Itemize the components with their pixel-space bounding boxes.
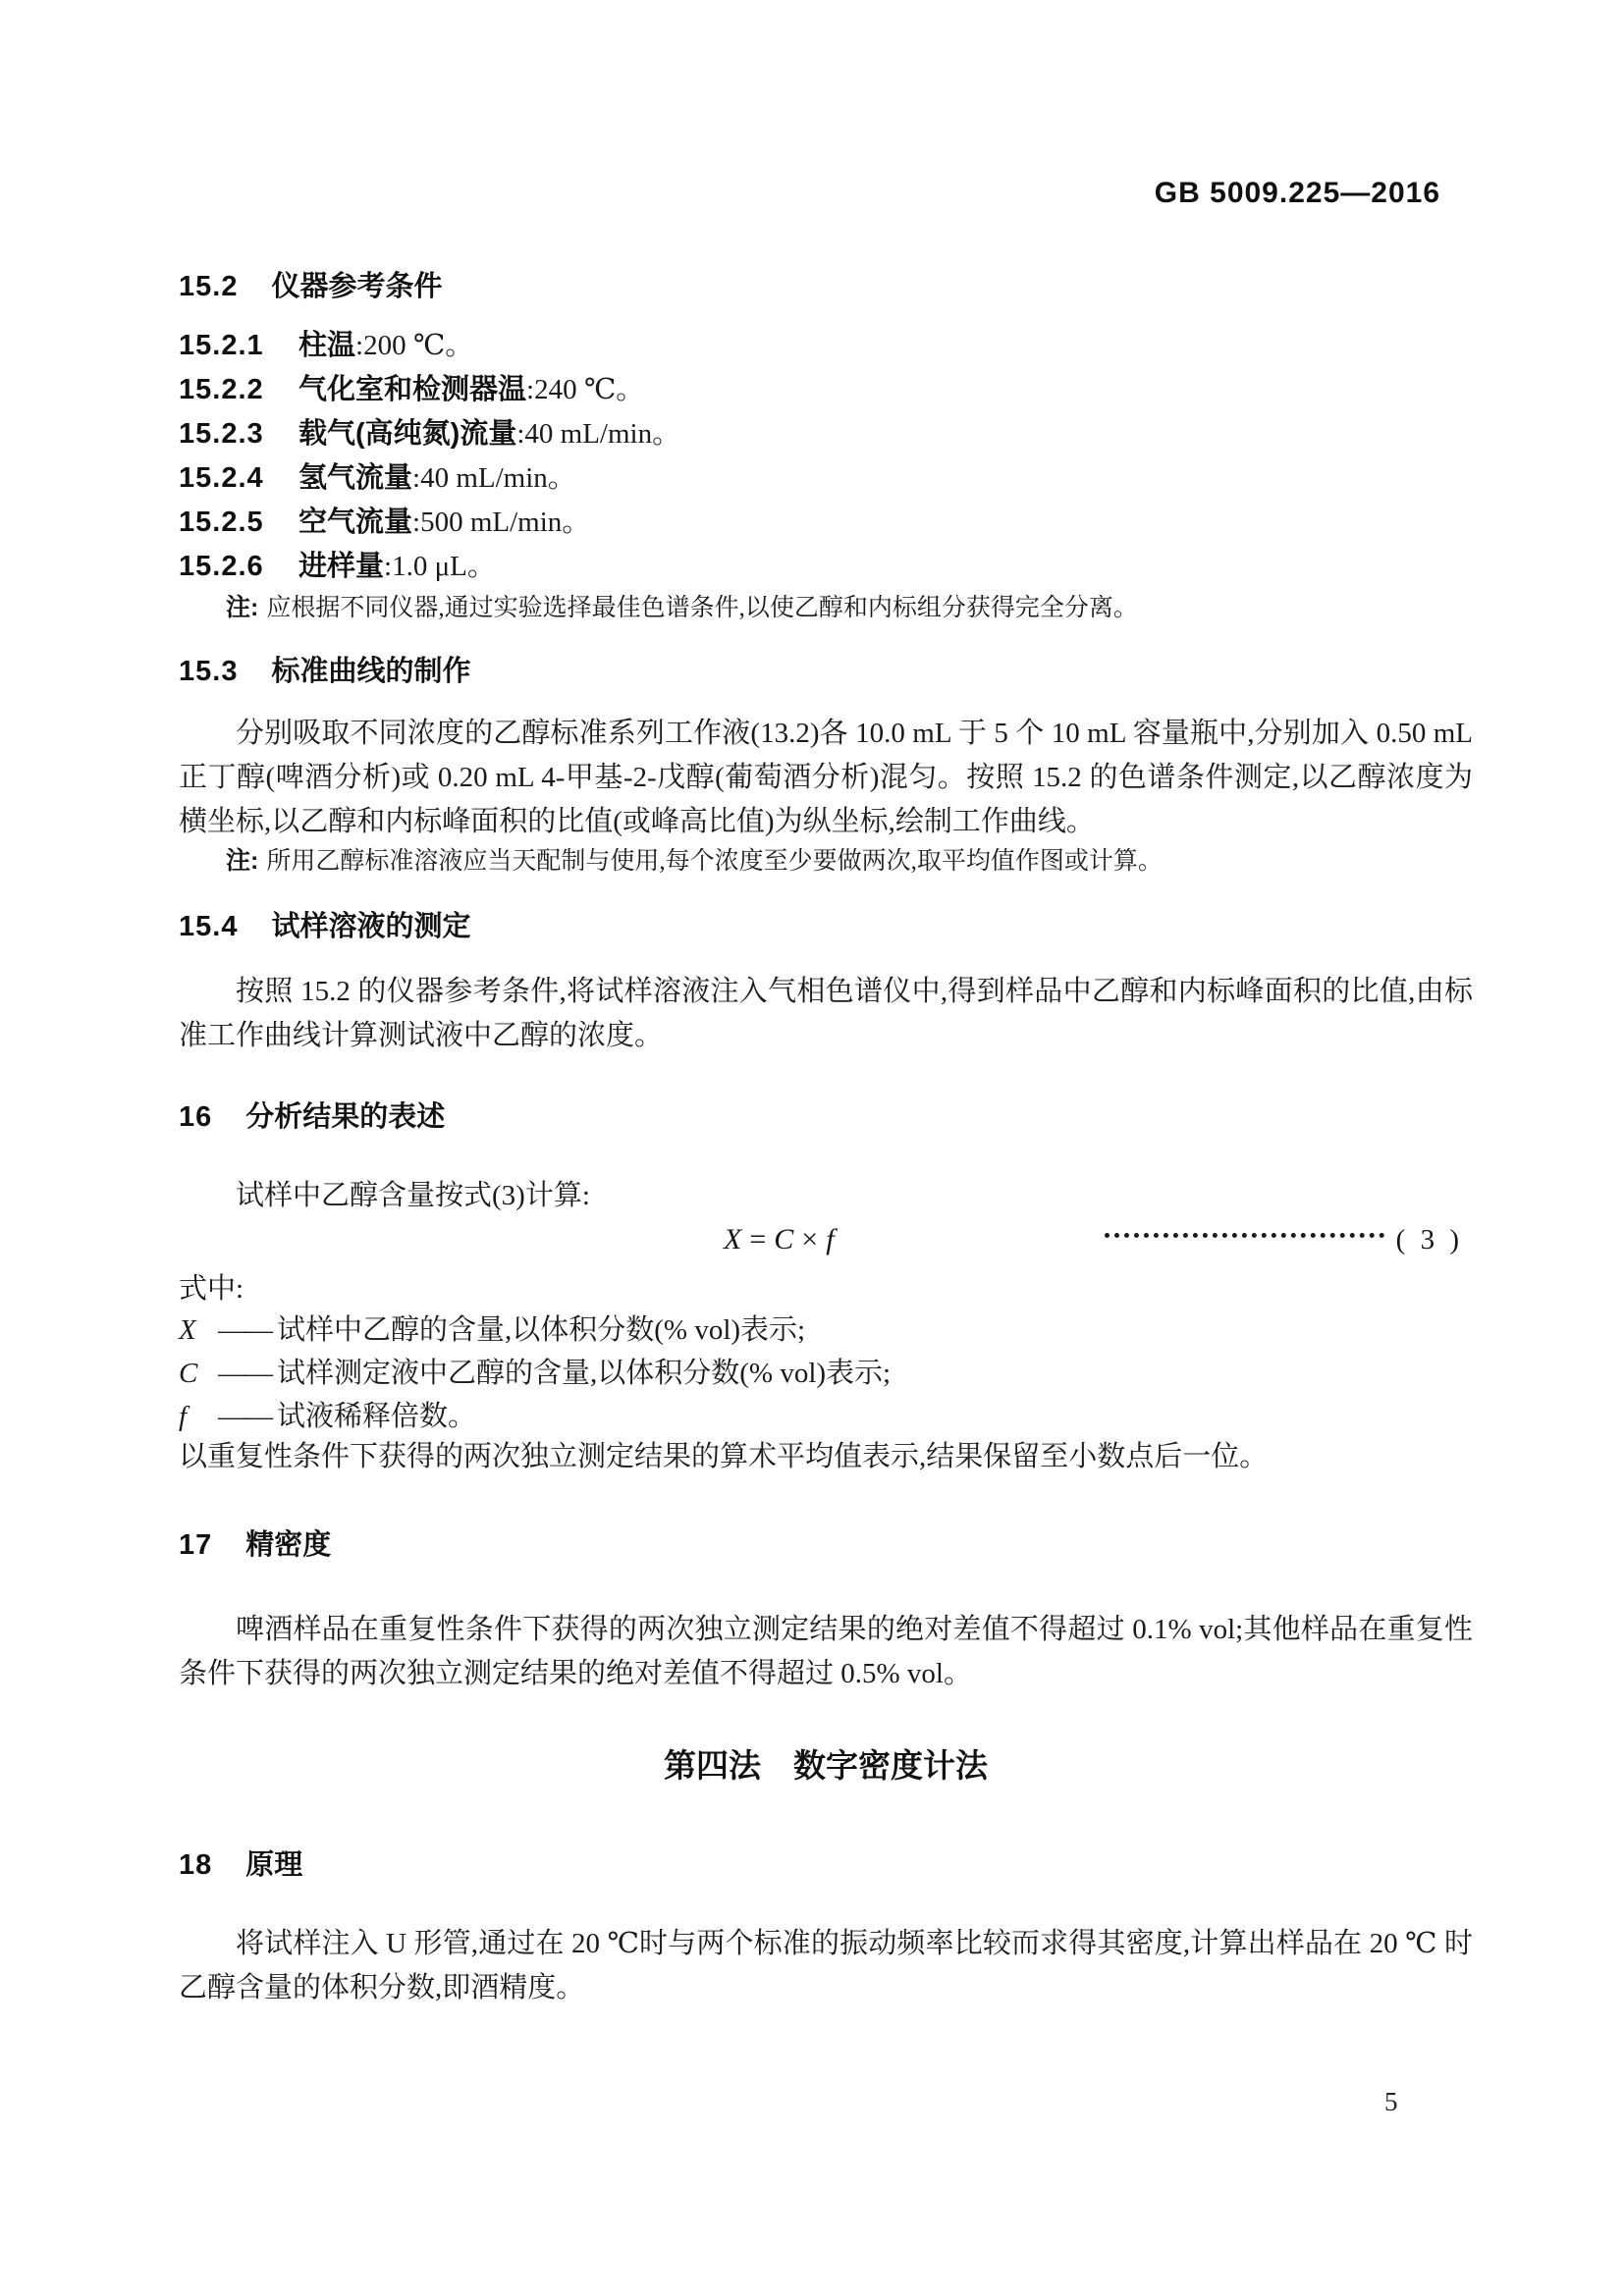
section-number: 15.4 — [179, 911, 239, 942]
paragraph-18: 将试样注入 U 形管,通过在 20 ℃时与两个标准的振动频率比较而求得其密度,计算出样品在 20 ℃ 时乙醇含量的体积分数,即酒精度。 — [179, 1928, 1473, 2003]
definition-list — [179, 1308, 1473, 1438]
definition-text: 试样中乙醇的含量,以体积分数(% vol)表示; — [277, 1314, 806, 1346]
clause-item — [179, 324, 1473, 368]
clause-label: 进样量 — [298, 551, 385, 582]
page-number: 5 — [1384, 2087, 1398, 2116]
clause-value: :500 mL/min。 — [412, 507, 591, 538]
dotted-leader — [1105, 1233, 1384, 1238]
section-heading-15-3 — [179, 656, 1473, 687]
section-heading-15-2 — [179, 271, 1473, 302]
clause-value: :40 mL/min。 — [516, 418, 681, 450]
clause-value: :240 ℃。 — [526, 374, 645, 405]
definition-dash: —— — [218, 1314, 271, 1346]
definition-dash: —— — [218, 1358, 271, 1389]
note-label: 注: — [226, 847, 259, 875]
section-title: 精密度 — [245, 1529, 332, 1561]
clause-number: 15.2.2 — [179, 374, 264, 405]
note-15-2 — [226, 591, 1473, 625]
result-expression-note: 以重复性条件下获得的两次独立测定结果的算术平均值表示,结果保留至小数点后一位。 — [179, 1441, 1269, 1472]
definition-item — [179, 1352, 1473, 1395]
equals-sign: = — [749, 1223, 767, 1255]
equation-variable-x: X — [724, 1223, 742, 1255]
clause-label: 氢气流量 — [298, 462, 413, 494]
clause-number: 15.2.5 — [179, 507, 264, 538]
definition-dash: —— — [218, 1401, 271, 1432]
equation-variable-f: f — [826, 1223, 835, 1255]
clause-label: 载气(高纯氮)流量 — [298, 418, 517, 450]
clause-item — [179, 368, 1473, 412]
multiply-sign: × — [801, 1223, 819, 1255]
section-number: 17 — [179, 1529, 213, 1561]
section-heading-16 — [179, 1101, 1473, 1133]
definition-symbol: C — [179, 1358, 198, 1389]
clause-label: 柱温 — [298, 330, 356, 361]
note-text: 所用乙醇标准溶液应当天配制与使用,每个浓度至少要做两次,取平均值作图或计算。 — [266, 848, 1163, 875]
clause-number: 15.2.3 — [179, 418, 264, 450]
note-text: 应根据不同仪器,通过实验选择最佳色谱条件,以使乙醇和内标组分获得完全分离。 — [266, 595, 1138, 621]
clause-number: 15.2.6 — [179, 551, 264, 582]
section-title: 试样溶液的测定 — [271, 911, 471, 942]
clause-value: :1.0 μL。 — [384, 551, 496, 582]
doc-number: GB 5009.225—2016 — [1154, 177, 1440, 209]
method-4-title: 第四法 数字密度计法 — [664, 1747, 988, 1784]
clause-value: :200 ℃。 — [355, 330, 474, 361]
definition-text: 试样测定液中乙醇的含量,以体积分数(% vol)表示; — [277, 1358, 892, 1389]
definition-item — [179, 1395, 1473, 1438]
definition-symbol: X — [179, 1314, 196, 1346]
where-label: 式中: — [179, 1273, 244, 1305]
section-number: 18 — [179, 1849, 213, 1881]
definition-item — [179, 1308, 1473, 1352]
paragraph-15-3: 分别吸取不同浓度的乙醇标准系列工作液(13.2)各 10.0 mL 于 5 个 10 mL 容量瓶中,分别加入 0.50 mL 正丁醇(啤酒分析)或 0.20 mL 4-甲基-2-戊醇(葡萄酒分析)混匀。按照 15.2 的色谱条件测定,以乙醇浓度为横坐标,以乙醇和内标峰面积的比值(或峰高比值)为纵坐标,绘制工作曲线。 — [179, 718, 1473, 837]
section-title: 仪器参考条件 — [271, 271, 443, 302]
section-heading-18 — [179, 1849, 1473, 1881]
equation-row — [179, 1223, 1463, 1267]
paragraph-17: 啤酒样品在重复性条件下获得的两次独立测定结果的绝对差值不得超过 0.1% vol;其他样品在重复性条件下获得的两次独立测定结果的绝对差值不得超过 0.5% vol。 — [179, 1614, 1473, 1689]
section-number: 15.3 — [179, 656, 239, 687]
section-title: 原理 — [245, 1849, 303, 1881]
clause-label: 气化室和检测器温 — [298, 374, 527, 405]
section-title: 分析结果的表述 — [245, 1101, 446, 1133]
clause-number: 15.2.4 — [179, 462, 264, 494]
clause-item — [179, 545, 1473, 589]
clause-item — [179, 456, 1473, 501]
definition-text: 试液稀释倍数。 — [277, 1401, 477, 1432]
formula-intro: 试样中乙醇含量按式(3)计算: — [236, 1180, 590, 1211]
clause-label: 空气流量 — [298, 507, 413, 538]
clause-value: :40 mL/min。 — [412, 462, 576, 494]
equation-leader-group — [1105, 1223, 1463, 1256]
clause-item — [179, 412, 1473, 456]
clause-number: 15.2.1 — [179, 330, 264, 361]
clause-item — [179, 501, 1473, 545]
section-heading-17 — [179, 1529, 1473, 1561]
note-label: 注: — [226, 594, 259, 621]
equation-variable-c: C — [774, 1223, 794, 1255]
section-heading-15-4 — [179, 911, 1473, 942]
section-number: 16 — [179, 1101, 213, 1133]
clause-list-15-2 — [179, 324, 1473, 589]
definition-symbol: f — [179, 1401, 188, 1432]
paragraph-15-4: 按照 15.2 的仪器参考条件,将试样溶液注入气相色谱仪中,得到样品中乙醇和内标峰面积的比值,由标准工作曲线计算测试液中乙醇的浓度。 — [179, 976, 1473, 1051]
equation — [724, 1223, 835, 1256]
section-title: 标准曲线的制作 — [271, 656, 471, 687]
section-number: 15.2 — [179, 271, 239, 302]
equation-number: ( 3 ) — [1395, 1224, 1463, 1255]
note-15-3 — [226, 844, 1473, 879]
